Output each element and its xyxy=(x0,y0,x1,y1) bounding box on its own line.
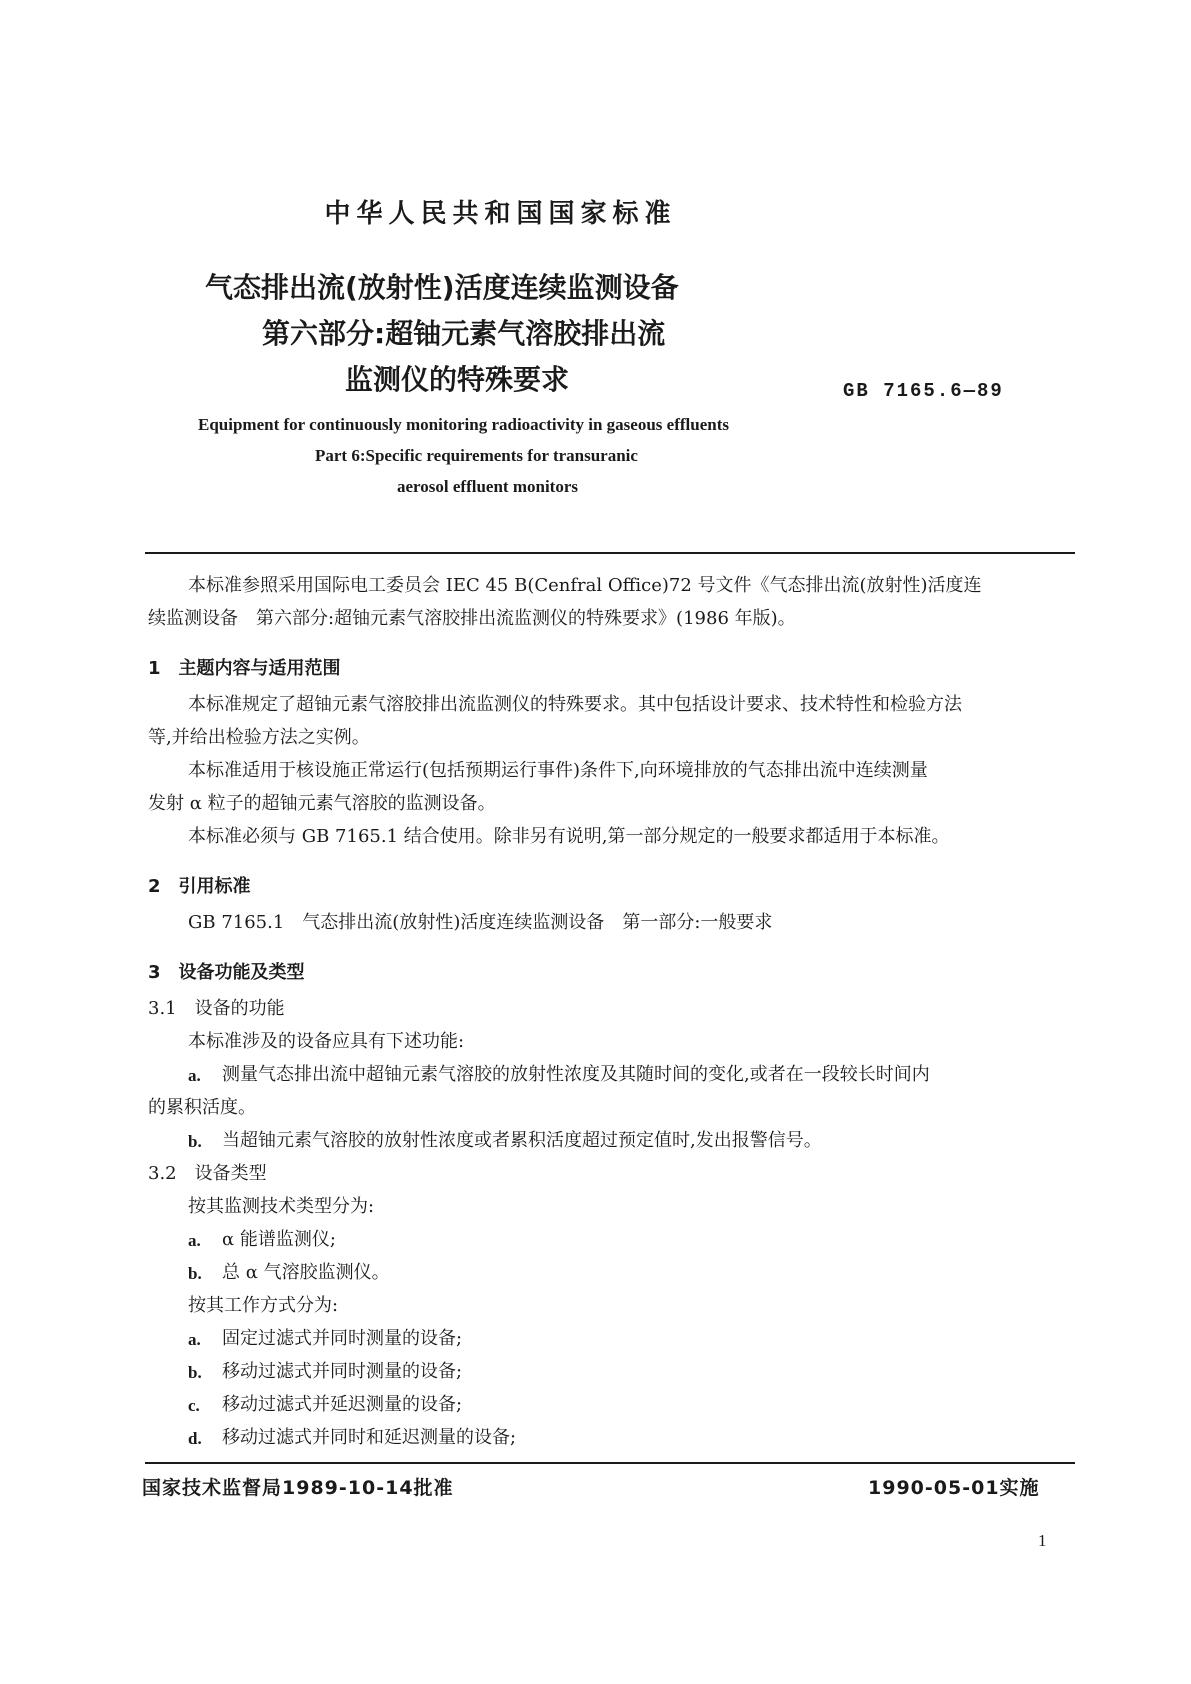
function-item-a-line-1: 测量气态排出流中超铀元素气溶胶的放射性浓度及其随时间的变化,或者在一段较长时间内 xyxy=(222,1064,930,1085)
tech-type-b: 总 α 气溶胶监测仪。 xyxy=(222,1262,390,1283)
list-marker: c. xyxy=(188,1396,200,1415)
section-3-2-intro-1: 按其监测技术类型分为: xyxy=(188,1196,375,1217)
list-marker: b. xyxy=(188,1132,202,1151)
title-cn-line-1: 气态排出流(放射性)活度连续监测设备 xyxy=(205,271,679,304)
title-en-line-2: Part 6:Specific requirements for transuranic xyxy=(315,446,638,465)
work-mode-c: 移动过滤式并延迟测量的设备; xyxy=(222,1394,463,1415)
effective-date: 1990-05-01实施 xyxy=(868,1477,1040,1499)
intro-line-1: 本标准参照采用国际电工委员会 IEC 45 B(Cenfral Office)72 号文件《气态排出流(放射性)活度连 xyxy=(188,575,982,596)
approval-date: 国家技术监督局1989-10-14批准 xyxy=(142,1477,454,1499)
title-en-line-1: Equipment for continuously monitoring radioactivity in gaseous effluents xyxy=(198,415,729,434)
section-2-reference: GB 7165.1 气态排出流(放射性)活度连续监测设备 第一部分:一般要求 xyxy=(188,912,773,933)
intro-line-2: 续监测设备 第六部分:超铀元素气溶胶排出流监测仪的特殊要求》(1986 年版)。 xyxy=(148,608,796,629)
section-3-heading: 3 设备功能及类型 xyxy=(148,962,305,983)
section-1-para-2-line-2: 发射 α 粒子的超铀元素气溶胶的监测设备。 xyxy=(148,793,496,814)
section-2-heading: 2 引用标准 xyxy=(148,876,251,897)
section-1-para-1-line-2: 等,并给出检验方法之实例。 xyxy=(148,727,370,748)
list-marker: a. xyxy=(188,1330,201,1349)
list-marker: a. xyxy=(188,1066,201,1085)
section-1-para-1-line-1: 本标准规定了超铀元素气溶胶排出流监测仪的特殊要求。其中包括设计要求、技术特性和检验方法 xyxy=(188,694,962,715)
national-standard-heading: 中华人民共和国国家标准 xyxy=(324,199,677,229)
list-marker: a. xyxy=(188,1231,201,1250)
page-number: 1 xyxy=(1038,1531,1047,1550)
tech-type-a: α 能谱监测仪; xyxy=(222,1229,336,1250)
header-divider xyxy=(145,552,1075,554)
section-3-2-intro-2: 按其工作方式分为: xyxy=(188,1295,339,1316)
function-item-b: 当超铀元素气溶胶的放射性浓度或者累积活度超过预定值时,发出报警信号。 xyxy=(222,1130,822,1151)
section-1-heading: 1 主题内容与适用范围 xyxy=(148,658,341,679)
section-1-para-2-line-1: 本标准适用于核设施正常运行(包括预期运行事件)条件下,向环境排放的气态排出流中连续测量 xyxy=(188,760,928,781)
section-3-1-heading: 3.1 设备的功能 xyxy=(148,998,285,1019)
work-mode-a: 固定过滤式并同时测量的设备; xyxy=(222,1328,463,1349)
work-mode-d: 移动过滤式并同时和延迟测量的设备; xyxy=(222,1427,517,1448)
footer-divider xyxy=(145,1462,1075,1464)
title-cn-line-2: 第六部分:超铀元素气溶胶排出流 xyxy=(262,317,666,350)
title-cn-line-3: 监测仪的特殊要求 xyxy=(345,363,570,396)
work-mode-b: 移动过滤式并同时测量的设备; xyxy=(222,1361,463,1382)
section-3-1-intro: 本标准涉及的设备应具有下述功能: xyxy=(188,1031,465,1052)
list-marker: b. xyxy=(188,1264,202,1283)
list-marker: b. xyxy=(188,1363,202,1382)
standard-code: GB 7165.6—89 xyxy=(843,380,1004,402)
section-1-para-3: 本标准必须与 GB 7165.1 结合使用。除非另有说明,第一部分规定的一般要求都适用于本标准。 xyxy=(188,826,950,847)
section-3-2-heading: 3.2 设备类型 xyxy=(148,1163,267,1184)
function-item-a-line-2: 的累积活度。 xyxy=(148,1097,256,1118)
list-marker: d. xyxy=(188,1429,202,1448)
title-en-line-3: aerosol effluent monitors xyxy=(397,477,578,496)
